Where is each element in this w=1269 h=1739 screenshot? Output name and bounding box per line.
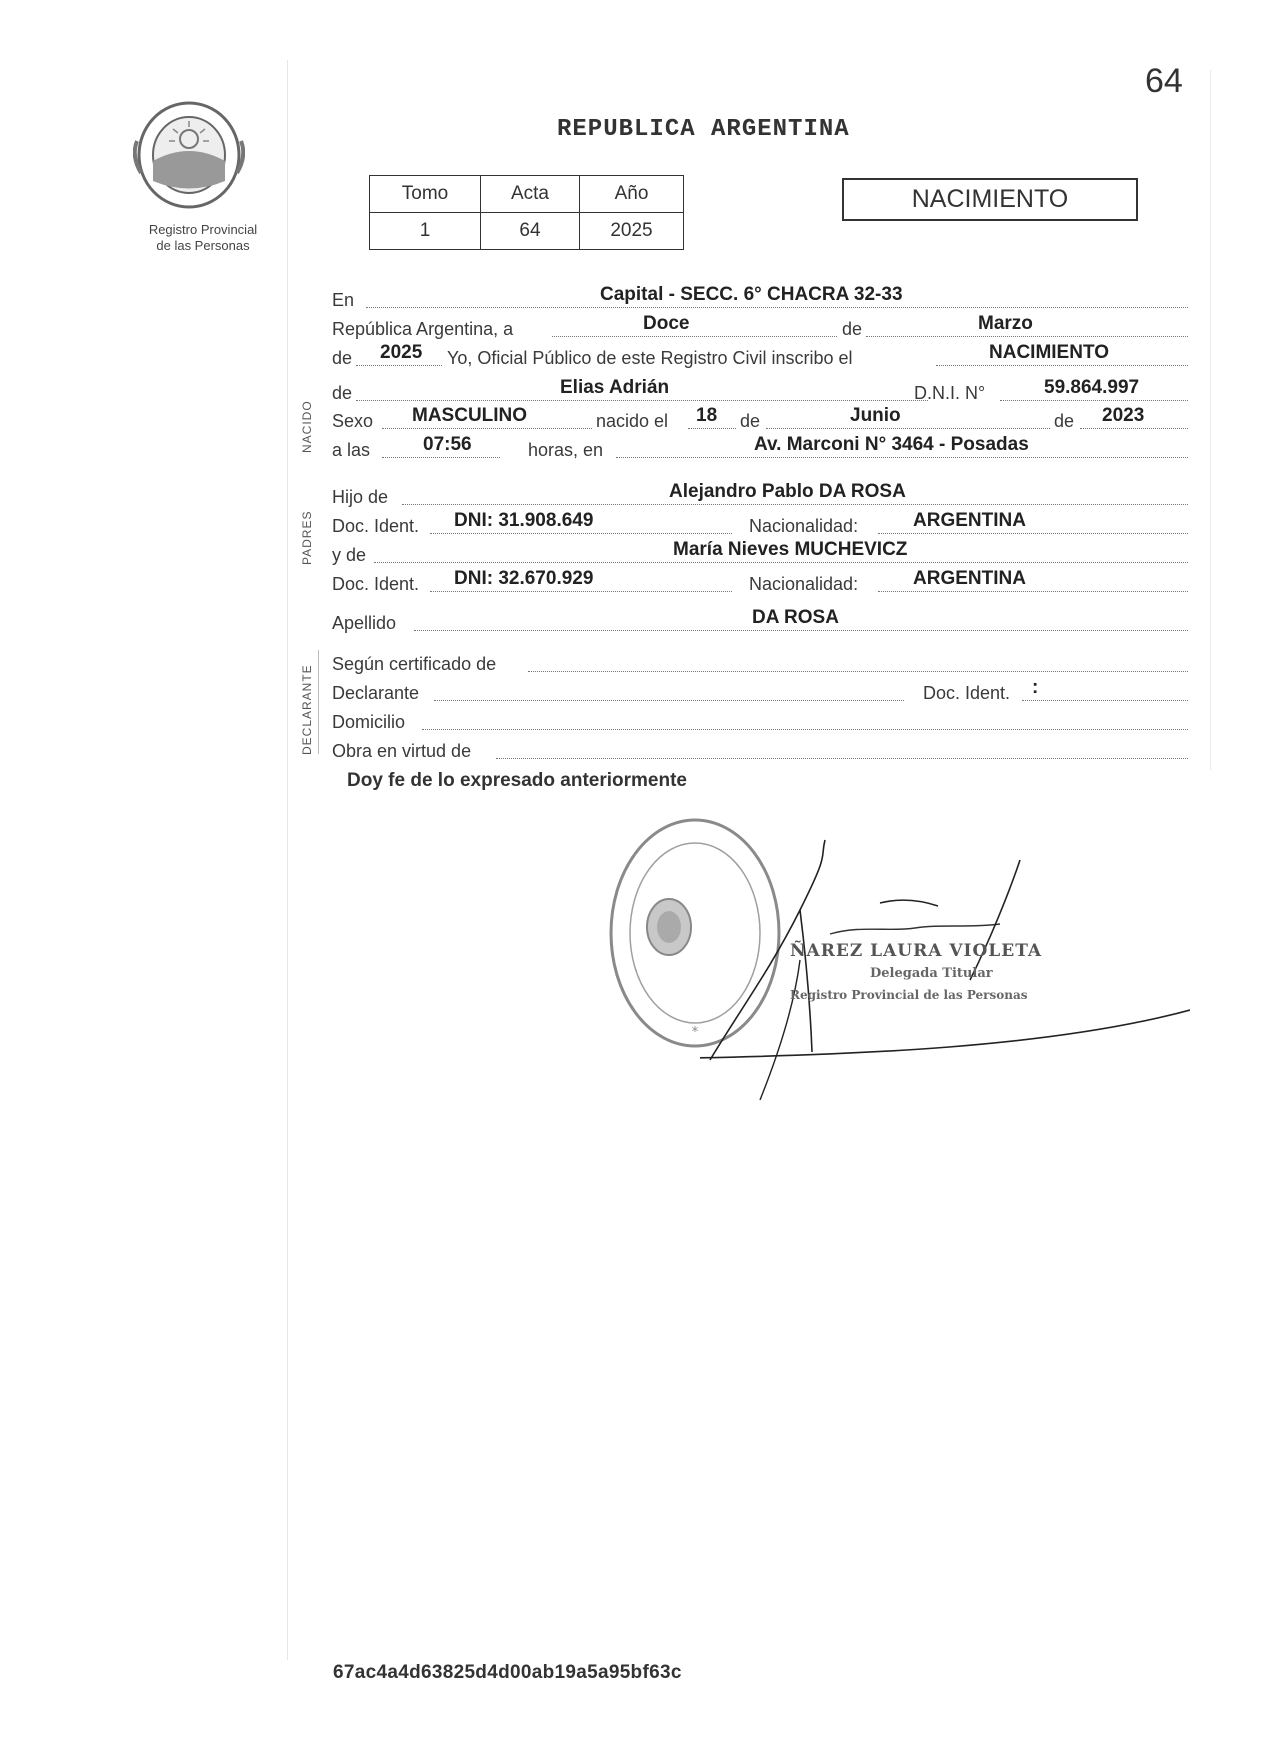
value-madre-nacionalidad: ARGENTINA	[913, 568, 1026, 589]
label-doc-ident: Doc. Ident.	[332, 516, 420, 536]
row-madre	[332, 540, 1188, 566]
value-madre-doc: DNI: 32.670.929	[454, 568, 594, 589]
registry-table-header-row	[370, 176, 684, 213]
country-title: REPUBLICA ARGENTINA	[557, 116, 850, 143]
closing-statement: Doy fe de lo expresado anteriormente	[347, 770, 687, 791]
value-acta: 64	[481, 213, 580, 250]
row-anio-tipo	[332, 343, 1188, 369]
label-obra-en-virtud: Obra en virtud de	[332, 741, 472, 761]
header-tomo: Tomo	[370, 176, 481, 213]
value-apellido: DA ROSA	[752, 607, 839, 628]
svg-text:*: *	[691, 1025, 699, 1040]
dotted-line	[766, 428, 1050, 429]
dotted-line	[382, 428, 592, 429]
dotted-line	[528, 671, 1188, 672]
value-tipo: NACIMIENTO	[989, 342, 1109, 363]
label-doc-ident: Doc. Ident.	[332, 574, 420, 594]
header-acta: Acta	[481, 176, 580, 213]
label-nacionalidad: Nacionalidad:	[749, 574, 859, 594]
document-hash: 67ac4a4d63825d4d00ab19a5a95bf63c	[333, 1662, 682, 1683]
row-sexo-nacimiento	[332, 406, 1188, 432]
organization-line-2: de las Personas	[156, 238, 250, 253]
row-lugar	[332, 285, 1188, 311]
dotted-line	[552, 336, 837, 337]
official-name: ÑAREZ LAURA VIOLETA	[790, 941, 1043, 961]
value-lugar: Capital - SECC. 6° CHACRA 32-33	[600, 284, 903, 305]
label-yo-oficial: Yo, Oficial Público de este Registro Civil inscribo el	[447, 348, 853, 368]
value-padre-nacionalidad: ARGENTINA	[913, 510, 1026, 531]
label-de: de	[332, 383, 353, 403]
record-type-box: NACIMIENTO	[842, 178, 1138, 221]
row-fecha-registro	[332, 314, 1188, 340]
dotted-line	[374, 562, 1188, 563]
dotted-line	[496, 758, 1188, 759]
label-y-de: y de	[332, 545, 367, 565]
official-role: Delegada Titular	[870, 966, 993, 981]
value-anio-nacimiento: 2023	[1102, 405, 1145, 426]
label-republica-a: República Argentina, a	[332, 319, 514, 339]
provincial-seal-logo	[133, 101, 245, 213]
side-label-padres: PADRES	[300, 510, 314, 565]
value-madre: María Nieves MUCHEVICZ	[673, 539, 908, 560]
value-anio-registro: 2025	[380, 342, 423, 363]
dotted-line	[422, 729, 1188, 730]
label-domicilio: Domicilio	[332, 712, 406, 732]
value-sexo: MASCULINO	[412, 405, 528, 426]
dotted-line	[366, 307, 1188, 308]
dotted-line	[434, 700, 904, 701]
value-mes-nacimiento: Junio	[850, 405, 901, 426]
dotted-line	[1022, 700, 1188, 701]
value-dni: 59.864.997	[1044, 377, 1140, 398]
dotted-line	[402, 504, 1188, 505]
registry-table	[369, 175, 684, 250]
value-nombre: Elias Adrián	[560, 377, 670, 398]
page-edge-line	[1210, 70, 1211, 770]
dotted-line	[616, 457, 1188, 458]
row-madre-doc	[332, 569, 1188, 595]
dotted-line	[414, 630, 1188, 631]
dotted-line	[936, 365, 1188, 366]
dotted-line	[1000, 400, 1188, 401]
value-anio: 2025	[580, 213, 684, 250]
label-apellido: Apellido	[332, 613, 397, 633]
row-apellido	[332, 608, 1188, 634]
label-segun-certificado: Según certificado de	[332, 654, 497, 674]
registry-table-value-row	[370, 213, 684, 250]
value-hora: 07:56	[423, 434, 472, 455]
label-hijo-de: Hijo de	[332, 487, 389, 507]
signature	[700, 830, 1190, 1100]
value-padre-doc: DNI: 31.908.649	[454, 510, 594, 531]
side-label-nacido: NACIDO	[300, 400, 314, 453]
value-padre: Alejandro Pablo DA ROSA	[669, 481, 906, 502]
value-dia-registro: Doce	[643, 313, 690, 334]
margin-rule	[287, 60, 288, 1660]
row-declarante	[332, 678, 1188, 704]
label-de: de	[332, 348, 353, 368]
dotted-line	[356, 365, 442, 366]
label-dni: D.N.I. N°	[914, 383, 986, 403]
row-nombre	[332, 378, 1188, 404]
value-declarante-doc: :	[1032, 677, 1039, 698]
dotted-line	[430, 533, 732, 534]
organization-name	[118, 222, 288, 254]
dotted-line	[688, 428, 736, 429]
value-dia-nacimiento: 18	[696, 405, 718, 426]
dotted-line	[878, 533, 1188, 534]
dotted-line	[356, 400, 928, 401]
official-organization: Registro Provincial de las Personas	[790, 988, 1028, 1002]
side-label-declarante: DECLARANTE	[300, 664, 314, 755]
row-segun-certificado	[332, 649, 1188, 675]
row-hora-lugar	[332, 435, 1188, 461]
label-de: de	[740, 411, 761, 431]
header-anio: Año	[580, 176, 684, 213]
label-en: En	[332, 290, 355, 310]
declarante-bracket	[318, 650, 319, 754]
dotted-line	[866, 336, 1188, 337]
row-padre-doc	[332, 511, 1188, 537]
label-doc-ident-declarante: Doc. Ident.	[923, 683, 1011, 703]
dotted-line	[382, 457, 500, 458]
label-de: de	[1054, 411, 1075, 431]
value-lugar-nacimiento: Av. Marconi N° 3464 - Posadas	[754, 434, 1029, 455]
label-de: de	[842, 319, 863, 339]
row-padre	[332, 482, 1188, 508]
label-a-las: a las	[332, 440, 371, 460]
value-mes-registro: Marzo	[978, 313, 1033, 334]
row-obra-en-virtud	[332, 736, 1188, 762]
label-horas-en: horas, en	[528, 440, 604, 460]
dotted-line	[430, 591, 732, 592]
label-sexo: Sexo	[332, 411, 374, 431]
dotted-line	[1080, 428, 1188, 429]
value-tomo: 1	[370, 213, 481, 250]
row-domicilio	[332, 707, 1188, 733]
label-declarante: Declarante	[332, 683, 420, 703]
organization-line-1: Registro Provincial	[148, 222, 258, 237]
dotted-line	[878, 591, 1188, 592]
label-nacido-el: nacido el	[596, 411, 669, 431]
label-nacionalidad: Nacionalidad:	[749, 516, 859, 536]
